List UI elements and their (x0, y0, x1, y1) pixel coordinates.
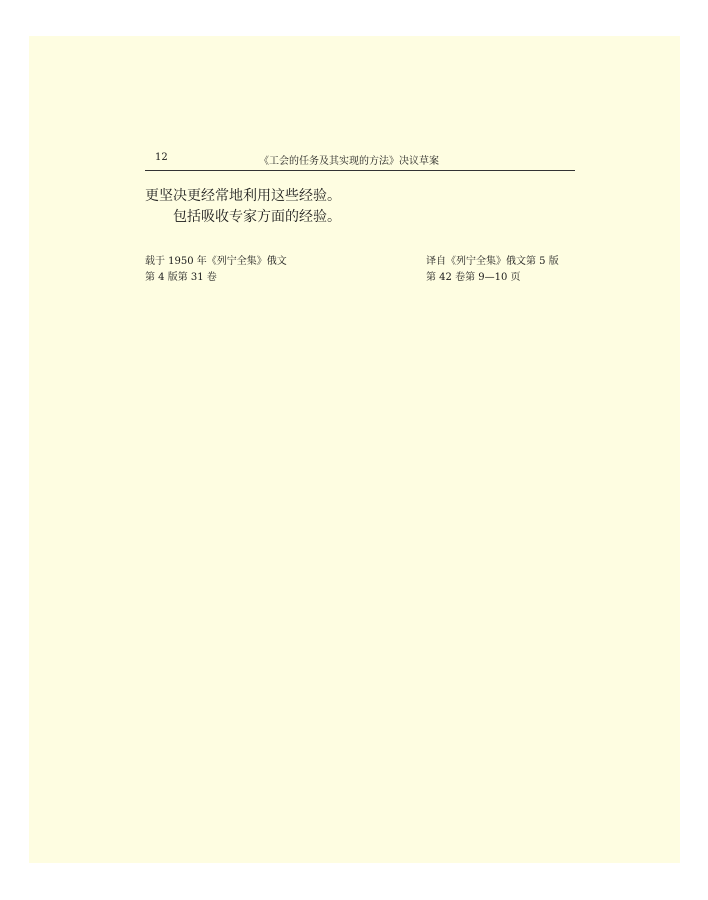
running-title: 《工会的任务及其实现的方法》决议草案 (259, 156, 439, 167)
translation-source-note (426, 254, 559, 286)
publication-note (145, 254, 287, 286)
page-header (145, 150, 575, 171)
translation-source-line: 第 42 卷第 9—10 页 (426, 272, 521, 283)
paragraph: 更坚决更经常地利用这些经验。 (145, 188, 341, 204)
translation-source-line: 译自《列宁全集》俄文第 5 版 (426, 256, 559, 267)
publication-note-line: 第 4 版第 31 卷 (145, 272, 217, 283)
document-page (29, 36, 680, 863)
page-number: 12 (155, 152, 168, 163)
body-text (145, 186, 575, 228)
paragraph: 包括吸收专家方面的经验。 (173, 209, 341, 225)
publication-note-line: 载于 1950 年《列宁全集》俄文 (145, 256, 287, 267)
